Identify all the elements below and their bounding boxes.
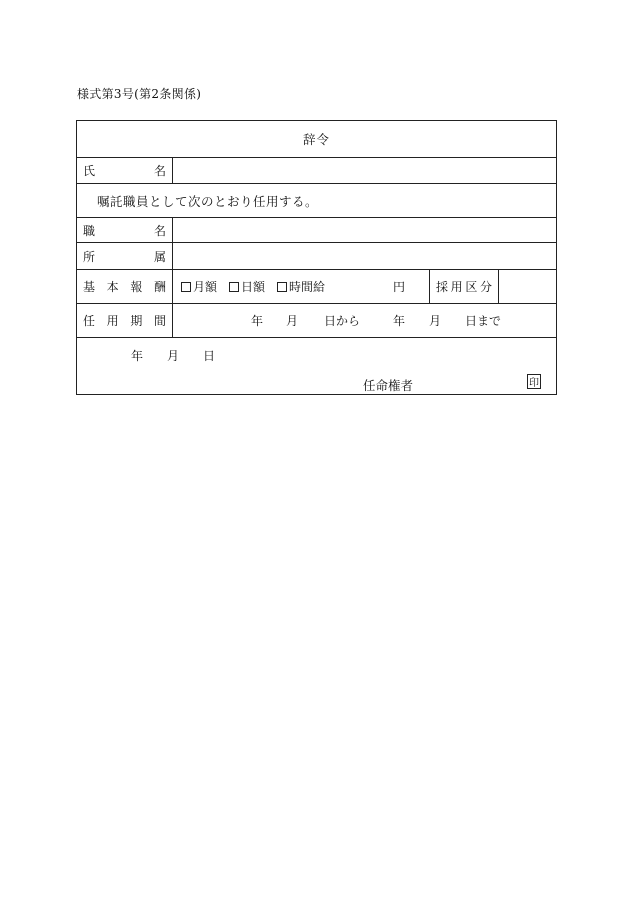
category-label [429, 270, 499, 303]
daily-label: 日額 [241, 280, 266, 294]
pay-label [77, 270, 173, 303]
title-row [77, 121, 556, 158]
category-label-char: 分 [479, 280, 492, 294]
pay-label-char: 酬 [153, 280, 166, 294]
hourly-option[interactable] [277, 278, 325, 295]
name-field[interactable] [173, 158, 556, 183]
yen-unit: 円 [393, 280, 406, 294]
issue-day: 日 [203, 349, 216, 363]
pay-label-char: 報 [130, 280, 143, 294]
period-label-char: 任 [83, 314, 96, 328]
issue-year: 年 [131, 349, 144, 363]
name-row [77, 158, 556, 184]
period-row [77, 304, 556, 338]
pay-label-char: 基 [83, 280, 96, 294]
to-month: 月 [429, 314, 442, 328]
period-label-char: 期 [130, 314, 143, 328]
position-label-char: 職 [83, 223, 96, 238]
pay-row [77, 270, 556, 304]
department-row [77, 243, 556, 270]
department-label-char: 属 [153, 249, 166, 264]
daily-checkbox[interactable] [229, 282, 239, 292]
hourly-checkbox[interactable] [277, 282, 287, 292]
category-label-char: 用 [450, 280, 463, 294]
hourly-label: 時間給 [289, 280, 326, 294]
name-label [77, 158, 173, 183]
from-month: 月 [286, 314, 299, 328]
category-label-char: 採 [436, 280, 449, 294]
to-day: 日まで [465, 314, 502, 328]
daily-option[interactable] [229, 278, 265, 295]
category-label-char: 区 [465, 280, 478, 294]
department-label [77, 243, 173, 269]
issue-row [77, 338, 556, 395]
position-field[interactable] [173, 218, 556, 242]
period-label-char: 間 [153, 314, 166, 328]
category-field[interactable] [499, 270, 558, 303]
appointment-form [76, 120, 557, 395]
issue-month: 月 [167, 349, 180, 363]
appointment-statement: 嘱託職員として次のとおり任用する。 [97, 193, 319, 209]
position-label-char: 名 [153, 223, 166, 238]
monthly-label: 月額 [193, 280, 218, 294]
to-year: 年 [393, 314, 406, 328]
form-title: 辞令 [302, 132, 330, 147]
period-label-char: 用 [106, 314, 119, 328]
period-field[interactable] [173, 304, 558, 337]
monthly-option[interactable] [181, 278, 217, 295]
position-label [77, 218, 173, 242]
pay-label-char: 本 [106, 280, 119, 294]
seal-mark: 印 [527, 374, 541, 389]
from-year: 年 [251, 314, 264, 328]
name-label-char: 氏 [83, 164, 96, 178]
appointing-authority: 任命権者 [363, 378, 414, 393]
department-field[interactable] [173, 243, 556, 269]
monthly-checkbox[interactable] [181, 282, 191, 292]
statement-row [77, 184, 556, 218]
pay-options [173, 270, 429, 303]
position-row [77, 218, 556, 243]
period-label [77, 304, 173, 337]
name-label-char: 名 [153, 164, 166, 178]
form-number: 様式第3号(第2条関係) [77, 87, 202, 101]
department-label-char: 所 [83, 249, 96, 264]
from-day: 日から [324, 314, 361, 328]
